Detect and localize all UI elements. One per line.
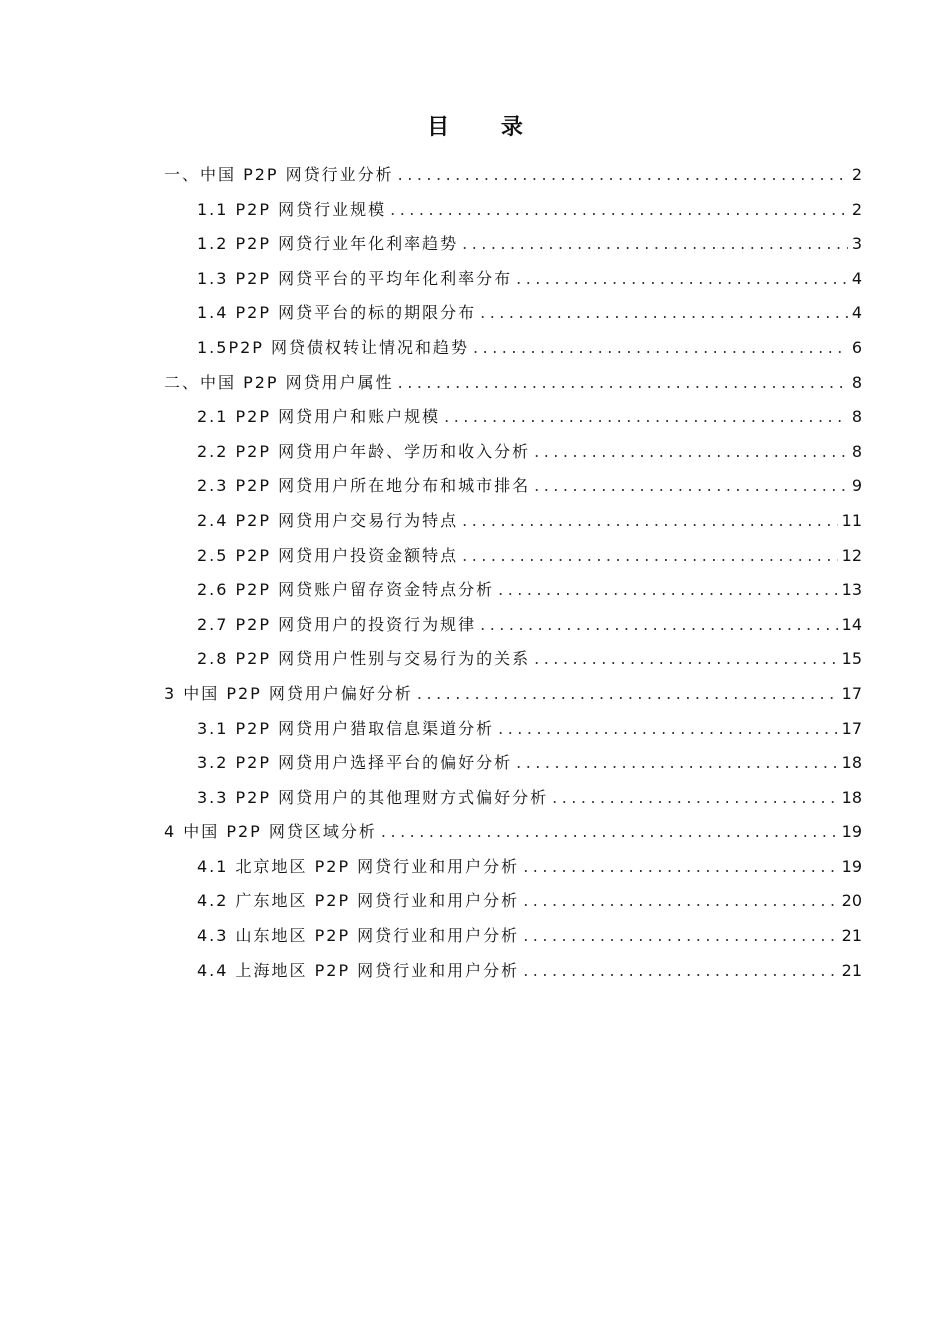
- toc-dot-leader: [523, 850, 837, 885]
- toc-entry[interactable]: [197, 781, 862, 816]
- toc-page-number: 21: [841, 926, 862, 946]
- toc-page-number: 12: [841, 545, 862, 565]
- toc-dot-leader: [523, 884, 837, 919]
- toc-entry[interactable]: [197, 712, 862, 747]
- toc-entry[interactable]: [197, 954, 862, 989]
- toc-entry[interactable]: [197, 331, 862, 366]
- toc-entry-text: 1.5P2P 网贷债权转让情况和趋势: [197, 337, 470, 357]
- toc-dot-leader: [398, 366, 848, 401]
- toc-entry[interactable]: [197, 642, 862, 677]
- toc-entry[interactable]: [197, 435, 862, 470]
- toc-entry[interactable]: [197, 850, 862, 885]
- toc-entry-text: 3.2 P2P 网贷用户选择平台的偏好分析: [197, 753, 513, 773]
- toc-dot-leader: [390, 193, 848, 228]
- toc-entry-text: 3.3 P2P 网贷用户的其他理财方式偏好分析: [197, 787, 549, 807]
- toc-entry[interactable]: [197, 193, 862, 228]
- toc-dot-leader: [417, 677, 838, 712]
- toc-dot-leader: [398, 158, 848, 193]
- toc-entry[interactable]: [164, 815, 862, 850]
- toc-dot-leader: [480, 296, 848, 331]
- toc-entry-text: 2.6 P2P 网贷账户留存资金特点分析: [197, 580, 495, 600]
- toc-entry-text: 1.2 P2P 网贷行业年化利率趋势: [197, 234, 459, 254]
- toc-page-number: 17: [841, 718, 862, 738]
- toc-entry-text: 2.7 P2P 网贷用户的投资行为规律: [197, 614, 477, 634]
- toc-title: 目 录: [427, 115, 545, 140]
- toc-dot-leader: [516, 262, 848, 297]
- toc-entry-text: 3.1 P2P 网贷用户猎取信息渠道分析: [197, 718, 495, 738]
- toc-entry-text: 二、中国 P2P 网贷用户属性: [164, 372, 394, 392]
- toc-dot-leader: [523, 954, 837, 989]
- toc-page-number: 11: [841, 510, 862, 530]
- toc-dot-leader: [480, 608, 838, 643]
- toc-dot-leader: [534, 642, 838, 677]
- toc-dot-leader: [462, 539, 838, 574]
- toc-page-number: 14: [841, 614, 862, 634]
- toc-entry[interactable]: [197, 504, 862, 539]
- toc-entry[interactable]: [197, 296, 862, 331]
- toc-page-number: 13: [841, 580, 862, 600]
- toc-page-number: 20: [841, 891, 862, 911]
- toc-page-number: 18: [841, 753, 862, 773]
- toc-entry[interactable]: [197, 746, 862, 781]
- toc-page-number: 9: [851, 476, 862, 496]
- toc-page-number: 19: [841, 822, 862, 842]
- toc-dot-leader: [516, 746, 838, 781]
- toc-entry-text: 2.8 P2P 网贷用户性别与交易行为的关系: [197, 649, 531, 669]
- toc-page-number: 6: [851, 337, 862, 357]
- toc-entry[interactable]: [197, 573, 862, 608]
- toc-dot-leader: [534, 435, 848, 470]
- toc-dot-leader: [444, 400, 848, 435]
- toc-entry[interactable]: [197, 400, 862, 435]
- toc-page-number: 8: [851, 441, 862, 461]
- toc-dot-leader: [523, 919, 837, 954]
- toc-dot-leader: [462, 227, 848, 262]
- toc-entry-text: 1.3 P2P 网贷平台的平均年化利率分布: [197, 268, 513, 288]
- toc-entry[interactable]: [197, 608, 862, 643]
- toc-page-number: 3: [851, 234, 862, 254]
- toc-page-number: 15: [841, 649, 862, 669]
- toc-entry-text: 2.5 P2P 网贷用户投资金额特点: [197, 545, 459, 565]
- toc-entry[interactable]: [197, 919, 862, 954]
- toc-entry-text: 2.2 P2P 网贷用户年龄、学历和收入分析: [197, 441, 531, 461]
- toc-entry[interactable]: [197, 884, 862, 919]
- toc-page-number: 8: [851, 372, 862, 392]
- toc-page-number: 2: [851, 199, 862, 219]
- toc-list: [0, 158, 950, 988]
- toc-page-number: 4: [851, 268, 862, 288]
- toc-entry-text: 4.3 山东地区 P2P 网贷行业和用户分析: [197, 926, 520, 946]
- toc-dot-leader: [381, 815, 838, 850]
- toc-dot-leader: [552, 781, 838, 816]
- toc-entry-text: 4.1 北京地区 P2P 网贷行业和用户分析: [197, 856, 520, 876]
- toc-entry-text: 2.1 P2P 网贷用户和账户规模: [197, 407, 441, 427]
- toc-entry-text: 1.1 P2P 网贷行业规模: [197, 199, 387, 219]
- toc-entry[interactable]: [164, 677, 862, 712]
- toc-entry-text: 4 中国 P2P 网贷区域分析: [164, 822, 377, 842]
- toc-page-number: 8: [851, 407, 862, 427]
- toc-entry[interactable]: [197, 469, 862, 504]
- toc-entry[interactable]: [197, 262, 862, 297]
- toc-dot-leader: [473, 331, 848, 366]
- toc-entry-text: 一、中国 P2P 网贷行业分析: [164, 165, 394, 184]
- toc-page-number: 21: [841, 960, 862, 980]
- toc-dot-leader: [534, 469, 848, 504]
- toc-entry[interactable]: [197, 539, 862, 574]
- toc-page-number: 2: [851, 165, 862, 184]
- toc-dot-leader: [462, 504, 838, 539]
- toc-entry[interactable]: [164, 158, 862, 193]
- toc-entry[interactable]: [164, 366, 862, 401]
- toc-entry[interactable]: [197, 227, 862, 262]
- toc-entry-text: 4.4 上海地区 P2P 网贷行业和用户分析: [197, 960, 520, 980]
- toc-dot-leader: [498, 712, 838, 747]
- toc-page-number: 17: [841, 683, 862, 703]
- toc-entry-text: 2.4 P2P 网贷用户交易行为特点: [197, 510, 459, 530]
- toc-entry-text: 4.2 广东地区 P2P 网贷行业和用户分析: [197, 891, 520, 911]
- toc-entry-text: 3 中国 P2P 网贷用户偏好分析: [164, 683, 413, 703]
- toc-entry-text: 1.4 P2P 网贷平台的标的期限分布: [197, 303, 477, 323]
- toc-dot-leader: [498, 573, 838, 608]
- toc-entry-text: 2.3 P2P 网贷用户所在地分布和城市排名: [197, 476, 531, 496]
- toc-page-number: 18: [841, 787, 862, 807]
- toc-page-number: 4: [851, 303, 862, 323]
- toc-page-number: 19: [841, 856, 862, 876]
